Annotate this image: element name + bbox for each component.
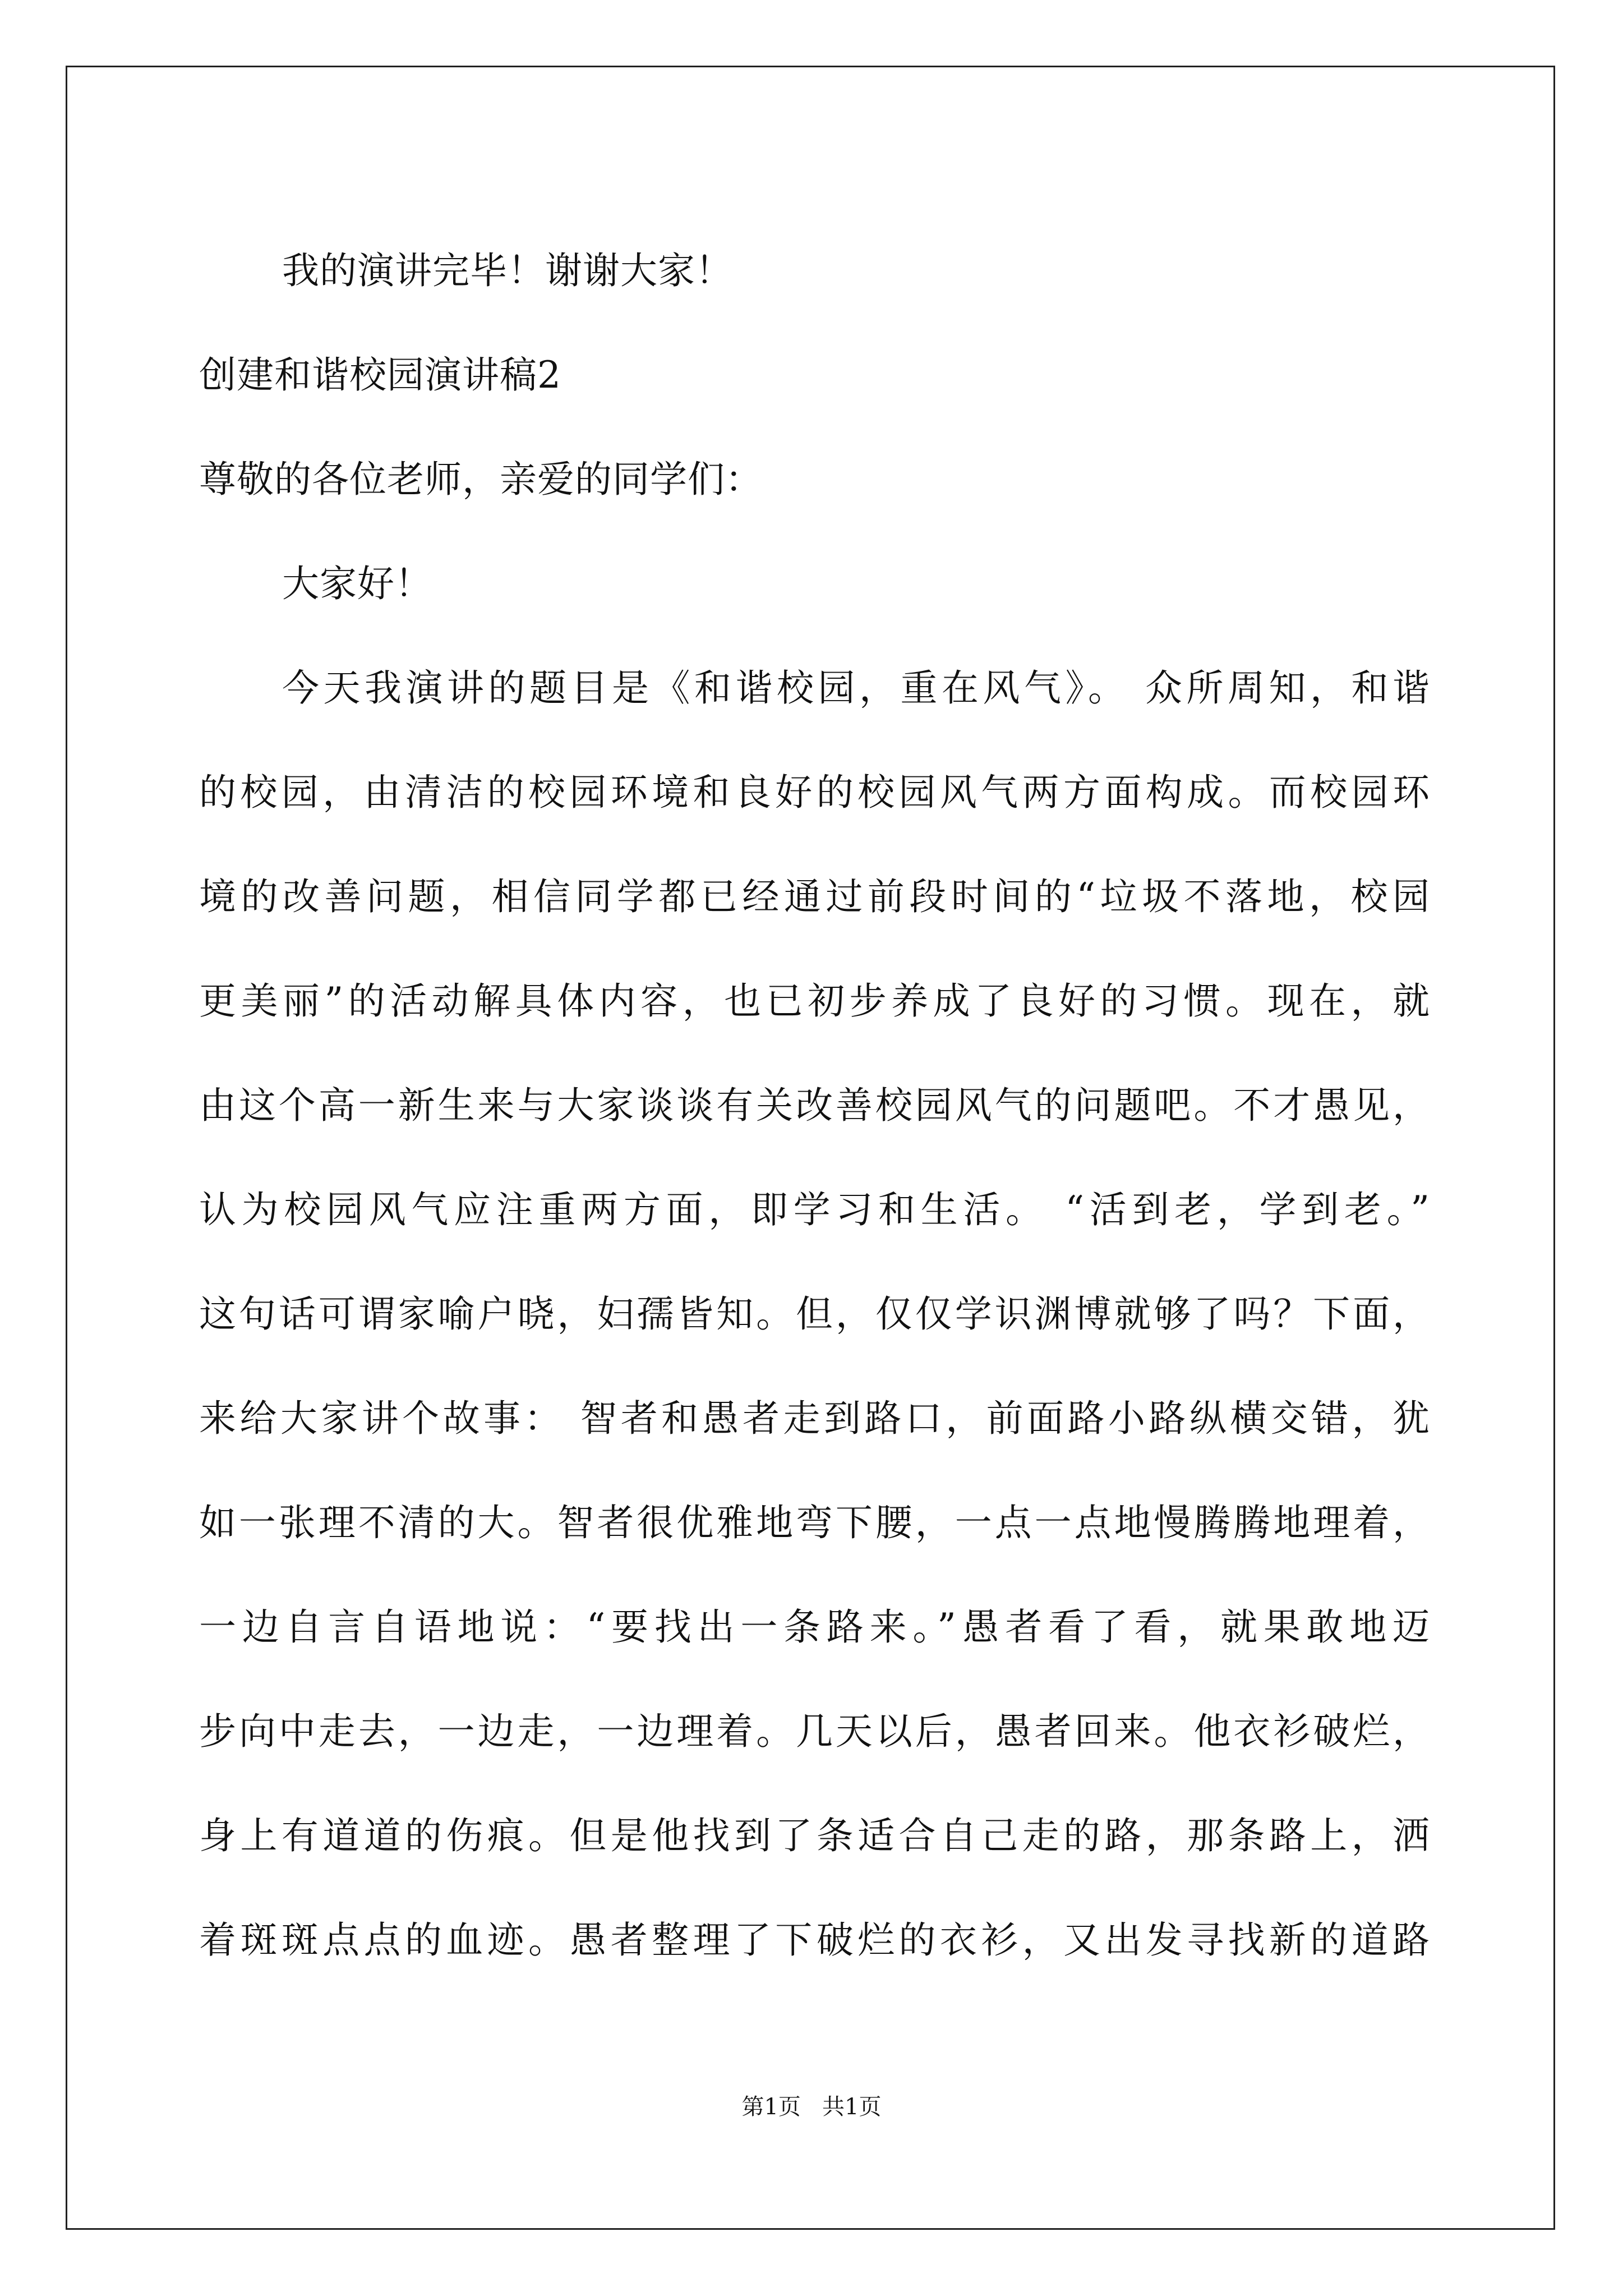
paragraph-line: 身上有道道的伤痕。但是他找到了条适合自己走的路，那条路上，洒 [199,1814,1430,1857]
document-body [199,219,1430,1993]
paragraph-line: 如一张理不清的大。智者很优雅地弯下腰，一点一点地慢腾腾地理着， [199,1501,1430,1544]
paragraph-line: 由这个高一新生来与大家谈谈有关改善校园风气的问题吧。不才愚见， [199,1084,1430,1127]
paragraph-line: 着斑斑点点的血迹。愚者整理了下破烂的衣衫，又出发寻找新的道路 [199,1918,1430,1962]
paragraph-line: 的校园，由清洁的校园环境和良好的校园风气两方面构成。而校园环 [199,771,1430,814]
section-title: 创建和谐校园演讲稿2 [199,353,561,397]
paragraph-line: 更美丽”的活动解具体内容，也已初步养成了良好的习惯。现在，就 [199,979,1430,1023]
paragraph-line: 一边自言自语地说：“要找出一条路来。”愚者看了看，就果敢地迈 [199,1605,1430,1649]
paragraph-line: 境的改善问题，相信同学都已经通过前段时间的“垃圾不落地，校园 [199,875,1430,918]
closing-line: 我的演讲完毕！谢谢大家！ [282,249,733,292]
salutation: 尊敬的各位老师，亲爱的同学们： [199,458,763,501]
paragraph-line: 今天我演讲的题目是《和谐校园，重在风气》。 众所周知，和谐 [282,666,1430,710]
paragraph-line: 这句话可谓家喻户晓，妇孺皆知。但，仅仅学识渊博就够了吗？下面， [199,1292,1430,1336]
paragraph-line: 认为校园风气应注重两方面，即学习和生活。 “活到老，学到老。” [199,1188,1430,1231]
greeting: 大家好！ [282,562,432,605]
paragraph-line: 来给大家讲个故事： 智者和愚者走到路口，前面路小路纵横交错，犹 [199,1397,1430,1440]
paragraph-line: 步向中走去，一边走，一边理着。几天以后，愚者回来。他衣衫破烂， [199,1710,1430,1753]
page-number: 第1页 共1页 [741,2094,882,2120]
